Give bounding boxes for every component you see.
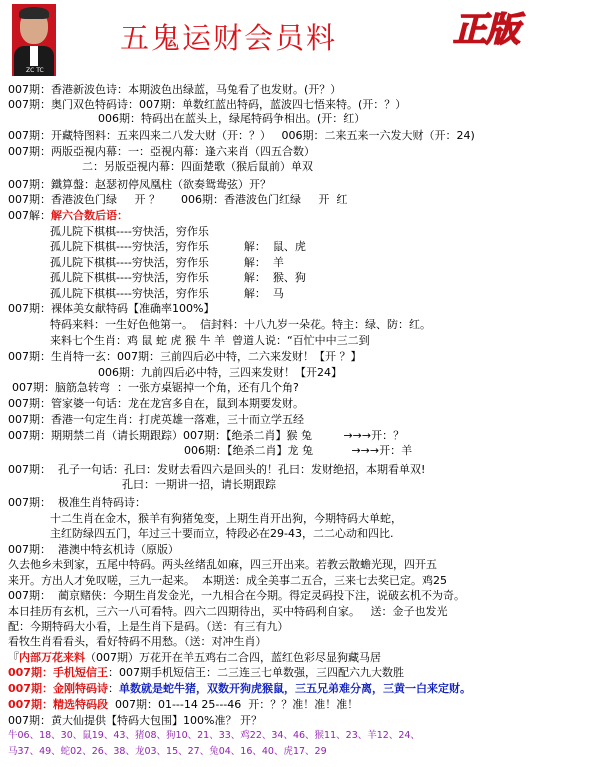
line-segment: 精选特码段 <box>52 698 108 711</box>
text-line <box>8 397 304 410</box>
text-line <box>8 98 406 111</box>
text-line <box>50 318 431 331</box>
line-segment: 007期： <box>8 666 53 679</box>
line-segment: 金刚特码诗 <box>52 682 108 695</box>
line-text: 007期：鐵算盤：赵瑟初停凤凰柱（欲奏鸳鸯弦）开？ <box>8 178 271 191</box>
text-line <box>8 620 289 633</box>
line-text: 二：另版亞視内幕：四面楚歌（猴后鼠前）单双 <box>82 160 313 173</box>
line-segment: ：007期手机短信王：二三连三七单数强，三四配六九大数胜 <box>107 666 404 679</box>
text-line <box>50 334 370 347</box>
text-line <box>8 145 315 158</box>
host-portrait <box>12 4 56 76</box>
text-line <box>50 527 393 540</box>
line-text: 007期：管家婆一句话：龙在龙宫多自在，鼠到本期要发财。 <box>8 397 304 410</box>
line-text: 007期： 蔺京赌侠：今期生肖发金光，一九相合在今期。得定灵码投下注，说破玄机不为奇。 <box>8 589 465 602</box>
line-text: 来开。方出人才免叹嗟，三九一起来。 本期送：成全美事二五合，三来七去奖已定。鸡25 <box>8 574 447 587</box>
text-line <box>50 287 284 300</box>
text-line <box>8 605 448 618</box>
line-text: 007期：脑筋急转弯 ：一张方桌锯掉一个角，还有几个角? <box>12 381 299 394</box>
text-line <box>8 714 262 727</box>
text-line <box>8 698 358 711</box>
line-segment: 单数就是蛇牛猪，双数开狗虎猴鼠，三五兄弟难分离，三黄一白来定财。 <box>118 682 471 695</box>
text-line <box>98 112 365 125</box>
line-text: 007期：奥门双色特码诗：007期：单数红蓝出特码，蓝波四七悟来特。(开：？） <box>8 98 407 111</box>
text-line <box>8 651 381 664</box>
text-line <box>8 682 471 695</box>
text-line <box>98 366 342 379</box>
line-text: 孤儿院下棋棋----穷快活，穷作乐 解： 马 <box>50 287 284 300</box>
line-segment: ： <box>107 682 119 695</box>
line-text: 马37、49、蛇02、26、38、龙03、15、27、兔04、16、40、虎17、29 <box>8 746 327 757</box>
line-text: 007期：香港新波色诗：本期波色出绿蓝，马兔看了也发财。(开？） <box>8 83 342 96</box>
text-line <box>8 574 447 587</box>
portrait-caption: ZC TC <box>26 67 44 74</box>
text-line <box>8 635 267 648</box>
text-line <box>8 302 214 315</box>
genuine-badge: 正版 <box>453 10 519 50</box>
text-line <box>8 463 425 476</box>
line-text: 配：今期特码大小看，上是生肖下是码。（送：有三有九） <box>8 620 289 633</box>
line-text: 007期：裸体美女献特码【准确率100%】 <box>8 302 215 315</box>
text-line <box>8 83 341 96</box>
line-text: 007期：期期禁二肖（请长期跟踪）007期：【绝杀二肖】猴 兔 →→→开：？ <box>8 429 405 442</box>
line-text: 孤儿院下棋棋----穷快活，穷作乐 解： 鼠、虎 <box>50 240 306 253</box>
text-line <box>8 496 146 509</box>
line-text: 本日挂历有玄机，三六一八可看特。四六二四期待出，买中特码利自家。 送：金子也发光 <box>8 605 448 618</box>
text-line <box>122 478 276 491</box>
text-line <box>50 271 306 284</box>
text-line <box>184 444 412 457</box>
text-line <box>50 225 209 238</box>
line-text: 007期：香港波色门绿 开 ？ 006期：香港波色门红绿 开 红 <box>8 193 348 206</box>
portrait-shirt <box>30 46 38 66</box>
text-line <box>8 558 437 571</box>
text-line <box>8 193 347 206</box>
line-text: 007期： 极准生肖特码诗： <box>8 496 146 509</box>
text-line <box>12 381 299 394</box>
text-line <box>50 256 284 269</box>
line-text: 看牧生肖看看头，看好特码不用愁。（送：对冲生肖） <box>8 635 267 648</box>
line-text: 007期：黄大仙提供【特码大包围】100%准？ 开？ <box>8 714 262 727</box>
line-text: 007期：生肖特一玄：007期：三前四后必中特，二六来发财！【开 ？】 <box>8 350 362 363</box>
text-line <box>8 543 179 556</box>
line-text: 007期：两版亞視内幕：一：亞視内幕：逢六来肖（四五合数） <box>8 145 315 158</box>
text-line <box>8 129 475 142</box>
line-text: 孤儿院下棋棋----穷快活，穷作乐 解： 猴、狗 <box>50 271 306 284</box>
line-text: 孔曰：一期讲一招，请长期跟踪 <box>122 478 276 491</box>
text-line <box>8 429 404 442</box>
line-highlight: 解六合数后语： <box>51 209 128 222</box>
line-text: 特码来料：一生好色他第一。 信封料：十八九岁一朵花。特主：绿、防：红。 <box>50 318 431 331</box>
line-text: 十二生肖在金木，猴羊有狗猪兔变，上期生肖开出狗，今期特码大单蛇， <box>50 512 402 525</box>
line-text: 006期：特码出在蓝头上，绿尾特码争相出。(开：红） <box>98 112 366 125</box>
portrait-hair <box>19 7 49 19</box>
line-text: 006期：九前四后必中特，三四来发财！【开24】 <box>98 366 342 379</box>
text-line <box>8 350 362 363</box>
line-text: 007期： 港澳中特玄机诗（原版） <box>8 543 179 556</box>
text-line <box>8 209 128 222</box>
text-line <box>50 512 402 525</box>
line-text: 主红防绿四五门，年过三十要而立，特段必在29-43，二二心动和四比. <box>50 527 394 540</box>
text-line <box>8 178 271 191</box>
text-line <box>8 666 404 679</box>
line-segment: （007期）万花开在羊五鸡右二合四，蓝红色彩尽显狗藏马居 <box>85 651 381 664</box>
line-text: 孤儿院下棋棋----穷快活，穷作乐 解： 羊 <box>50 256 284 269</box>
text-line <box>50 240 306 253</box>
line-text: 久去他乡未到家，五尾中特码。两头丝绪乱如麻，四三开出来。若教云散蟾光现，四开五 <box>8 558 437 571</box>
line-text: 007期： 孔子一句话：孔曰：发财去看四六是回头的！孔曰：发财绝招，本期看单双! <box>8 463 426 476</box>
line-segment: 内部万花来料 <box>19 651 85 664</box>
text-line <box>8 729 420 742</box>
text-line <box>82 160 313 173</box>
text-line <box>8 589 465 602</box>
text-line <box>8 745 327 758</box>
line-text: 牛06、18、30、鼠19、43、猪08、狗10、21、33、鸡22、34、46、猴11、23、羊12、24、 <box>8 730 420 741</box>
line-text: 孤儿院下棋棋----穷快活，穷作乐 <box>50 225 209 238</box>
line-segment: 007期： <box>8 682 53 695</box>
line-text: 『 <box>8 651 19 664</box>
text-line <box>8 413 304 426</box>
line-text: 007解： <box>8 209 51 222</box>
line-text: 006期：【绝杀二肖】龙 兔 →→→开：羊 <box>184 444 413 457</box>
line-segment: 007期： <box>8 698 53 711</box>
line-text: 来料七个生肖：鸡 鼠 蛇 虎 猴 牛 羊 曾道人说：“百忙中中三二到 <box>50 334 370 347</box>
line-text: 007期：开藏特图料：五来四来二八发大财（开：？） 006期：二来五来一六发大财（开：24) <box>8 129 475 142</box>
line-segment: 007期：01---14 25---46 开：？？准！准！准！ <box>107 698 359 711</box>
line-text: 007期：香港一句定生肖：打虎英雄一落难，三十而立学五经 <box>8 413 304 426</box>
line-segment: 手机短信王 <box>52 666 108 679</box>
page-title: 五鬼运财会员料 <box>120 21 338 55</box>
